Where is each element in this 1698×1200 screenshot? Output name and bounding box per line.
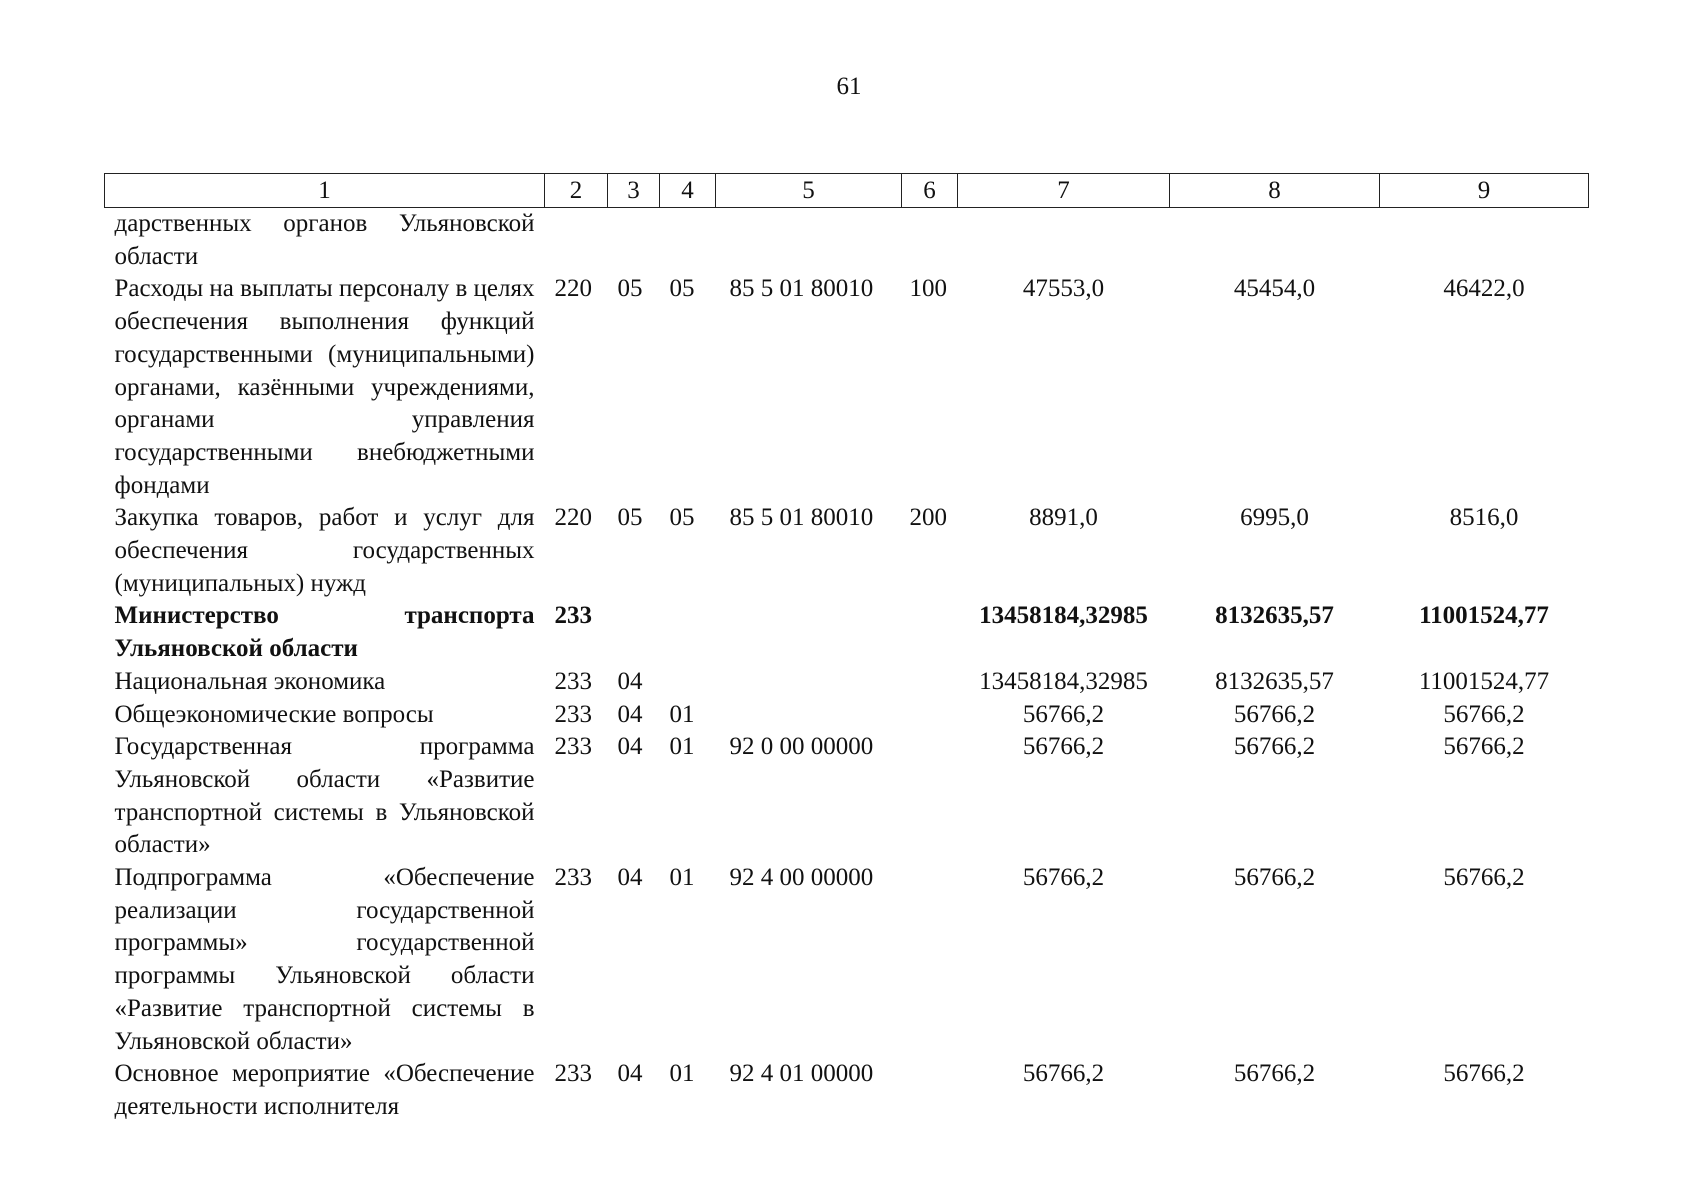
cell-amount-year-1: 47553,0 — [1022, 275, 1105, 303]
cell-admin-code: 233 — [554, 700, 592, 728]
header-col-8: 8 — [1170, 174, 1380, 208]
cell-subsection — [660, 666, 716, 699]
cell-amount-year-3: 56766,2 — [1443, 864, 1525, 892]
cell-amount-year-3: 56766,2 — [1443, 1060, 1525, 1088]
table-row — [105, 731, 1589, 862]
cell-amount-year-3: 56766,2 — [1443, 733, 1525, 761]
cell-expense-type — [902, 1058, 958, 1123]
cell-section: 05 — [617, 504, 643, 532]
cell-amount-year-1: 56766,2 — [1022, 864, 1105, 892]
header-col-1: 1 — [105, 174, 545, 208]
cell-target-article — [716, 666, 902, 699]
cell-target-article — [716, 699, 902, 732]
cell-amount-year-1 — [958, 208, 1170, 274]
cell-section: 04 — [617, 1060, 643, 1088]
cell-section: 05 — [617, 275, 643, 303]
row-name: Расходы на выплаты персоналу в целях обеспечения выполнения функций государственными (муниципальными) органами, казёнными учреждениями, органами управления государственными внебюджетными фондами — [114, 275, 535, 499]
row-name: дарственных органов Ульяновской области — [114, 210, 535, 270]
cell-section: 04 — [617, 667, 643, 695]
cell-amount-year-1: 13458184,32985 — [979, 602, 1148, 630]
cell-expense-type — [902, 208, 958, 274]
header-col-6: 6 — [902, 174, 958, 208]
row-name: Закупка товаров, работ и услуг для обеспечения государственных (муниципальных) нужд — [114, 504, 535, 597]
cell-amount-year-1: 56766,2 — [1022, 733, 1105, 761]
row-name: Основное мероприятие «Обеспечение деятельности исполнителя — [114, 1060, 535, 1120]
cell-amount-year-1: 13458184,32985 — [979, 667, 1148, 695]
header-col-4: 4 — [660, 174, 716, 208]
table-row — [105, 1058, 1589, 1123]
cell-admin-code: 233 — [554, 602, 592, 630]
row-name: Государственная программа Ульяновской области «Развитие транспортной системы в Ульяновской области» — [114, 733, 535, 859]
header-col-5: 5 — [716, 174, 902, 208]
budget-table — [104, 173, 1589, 1124]
cell-amount-year-2: 56766,2 — [1233, 1060, 1316, 1088]
cell-amount-year-2: 45454,0 — [1233, 275, 1316, 303]
cell-target-article: 92 4 01 00000 — [729, 1060, 874, 1088]
cell-amount-year-3: 11001524,77 — [1419, 602, 1549, 630]
cell-section: 04 — [617, 700, 643, 728]
cell-expense-type — [902, 600, 958, 665]
cell-amount-year-2: 56766,2 — [1233, 864, 1316, 892]
table-row — [105, 273, 1589, 502]
cell-amount-year-3 — [1380, 208, 1589, 274]
table-row — [105, 699, 1589, 732]
cell-target-article: 92 4 00 00000 — [729, 864, 874, 892]
row-name: Министерство транспорта Ульяновской области — [114, 602, 535, 663]
cell-amount-year-3: 11001524,77 — [1418, 667, 1550, 695]
cell-admin-code — [545, 208, 608, 274]
cell-amount-year-1: 56766,2 — [1022, 700, 1105, 728]
cell-subsection: 01 — [669, 700, 695, 728]
cell-subsection: 05 — [669, 504, 695, 532]
cell-subsection — [660, 600, 716, 665]
cell-expense-type: 100 — [909, 275, 947, 303]
cell-target-article: 85 5 01 80010 — [729, 275, 874, 303]
header-row — [105, 174, 1589, 208]
cell-expense-type — [902, 699, 958, 732]
cell-section — [608, 208, 660, 274]
cell-amount-year-3: 8516,0 — [1449, 504, 1519, 532]
table-row — [105, 208, 1589, 274]
table-row — [105, 600, 1589, 665]
cell-amount-year-2: 56766,2 — [1233, 700, 1316, 728]
cell-amount-year-2: 8132635,57 — [1215, 667, 1334, 695]
cell-expense-type: 200 — [909, 504, 947, 532]
cell-expense-type — [902, 731, 958, 862]
cell-admin-code: 220 — [554, 504, 592, 532]
cell-amount-year-2: 56766,2 — [1233, 733, 1316, 761]
cell-subsection — [660, 208, 716, 274]
row-name: Общеэкономические вопросы — [114, 700, 434, 728]
cell-amount-year-1: 56766,2 — [1022, 1060, 1105, 1088]
cell-subsection: 01 — [669, 1060, 695, 1088]
cell-subsection: 05 — [669, 275, 695, 303]
cell-section: 04 — [617, 864, 643, 892]
cell-section — [608, 600, 660, 665]
row-name: Национальная экономика — [114, 667, 386, 695]
cell-admin-code: 233 — [554, 667, 592, 695]
cell-target-article: 92 0 00 00000 — [729, 733, 874, 761]
cell-amount-year-2: 6995,0 — [1240, 504, 1309, 532]
cell-amount-year-2: 8132635,57 — [1215, 602, 1334, 630]
header-col-7: 7 — [958, 174, 1170, 208]
page-number: 61 — [836, 73, 862, 100]
cell-admin-code: 233 — [554, 864, 592, 892]
table-row — [105, 862, 1589, 1058]
cell-target-article — [716, 600, 902, 665]
cell-admin-code: 233 — [554, 1060, 592, 1088]
cell-amount-year-2 — [1170, 208, 1380, 274]
header-col-3: 3 — [608, 174, 660, 208]
cell-expense-type — [902, 862, 958, 1058]
cell-admin-code: 233 — [554, 733, 592, 761]
cell-section: 04 — [617, 733, 643, 761]
cell-target-article: 85 5 01 80010 — [729, 504, 874, 532]
cell-amount-year-3: 56766,2 — [1443, 700, 1525, 728]
cell-expense-type — [902, 666, 958, 699]
cell-amount-year-1: 8891,0 — [1029, 504, 1098, 532]
cell-amount-year-3: 46422,0 — [1443, 275, 1525, 303]
cell-subsection: 01 — [669, 733, 695, 761]
table-row — [105, 502, 1589, 600]
table-row — [105, 666, 1589, 699]
header-col-9: 9 — [1380, 174, 1589, 208]
cell-target-article — [716, 208, 902, 274]
cell-subsection: 01 — [669, 864, 695, 892]
header-col-2: 2 — [545, 174, 608, 208]
row-name: Подпрограмма «Обеспечение реализации государственной программы» государственной программы Ульяновской области «Развитие транспортной системы в Ульяновской области» — [114, 864, 535, 1055]
table-body — [105, 208, 1589, 1124]
cell-admin-code: 220 — [554, 275, 592, 303]
